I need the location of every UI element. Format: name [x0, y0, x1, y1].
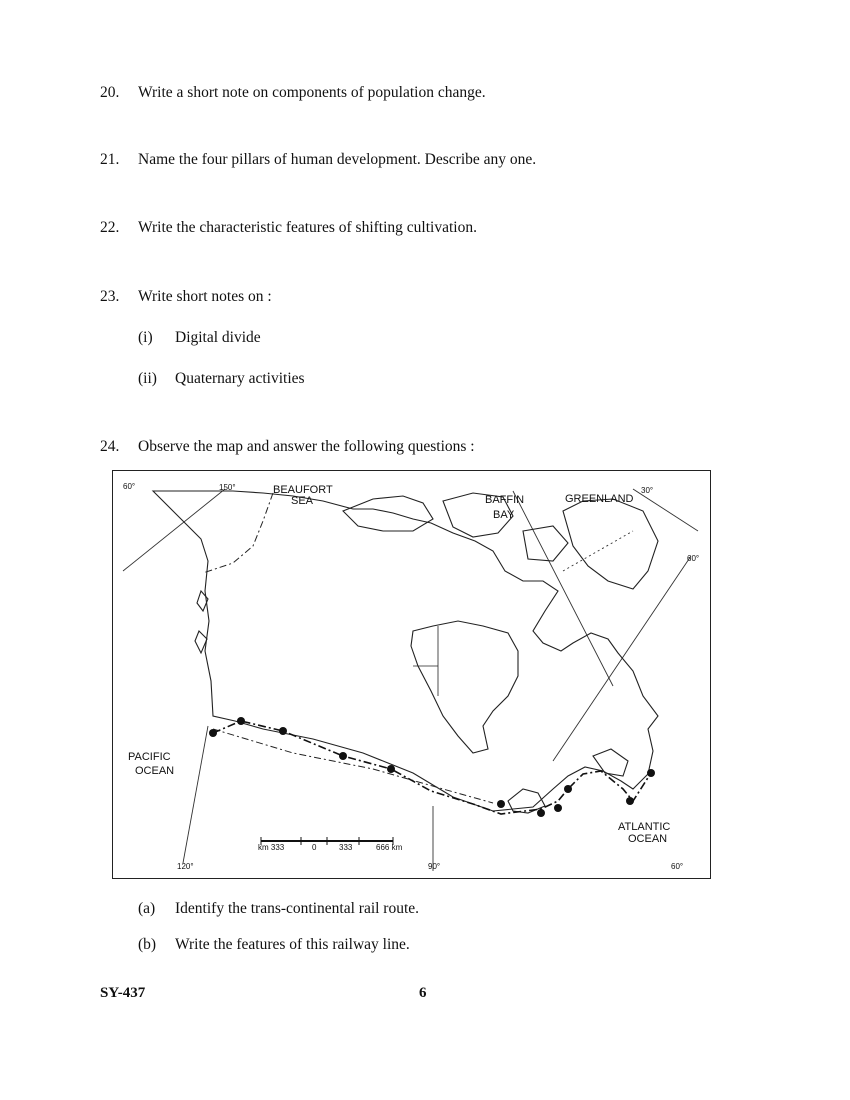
degree-60-bottom-right: 60° [671, 862, 684, 871]
page-number: 6 [419, 985, 427, 1001]
label-baffin: BAFFIN [485, 494, 525, 506]
coastline [153, 491, 658, 813]
scale-label-mid: 333 [339, 843, 353, 852]
part-text: Digital divide [175, 329, 261, 346]
greenland-coast [563, 499, 658, 589]
graticule-ne [633, 489, 698, 531]
meridian-120 [183, 726, 208, 863]
label-pacific: PACIFIC [128, 751, 171, 763]
part-text: Identify the trans-continental rail route. [175, 900, 420, 917]
label-beaufort: BEAUFORT [273, 484, 333, 496]
arctic-islands-1 [343, 496, 433, 531]
station-9 [564, 785, 572, 793]
part-label: (i) [138, 329, 153, 346]
question-text: Write short notes on : [138, 288, 272, 305]
part-label: (ii) [138, 370, 157, 387]
question-text: Write the characteristic features of shifting cultivation. [138, 219, 477, 236]
mainland-outline [153, 491, 658, 811]
label-atlantic: ATLANTIC [618, 821, 671, 833]
part-label: (b) [138, 936, 157, 953]
station-4 [339, 752, 347, 760]
graticule [123, 489, 698, 871]
question-number: 20. [100, 84, 120, 101]
hudson-bay [411, 621, 518, 753]
station-7 [537, 809, 545, 817]
question-number: 21. [100, 151, 120, 168]
question-number: 24. [100, 438, 120, 455]
boundary-lines [203, 493, 493, 803]
station-6 [497, 800, 505, 808]
scale-label-right: 666 km [376, 843, 403, 852]
station-5 [387, 765, 395, 773]
question-number: 23. [100, 288, 120, 305]
station-vancouver [209, 729, 217, 737]
station-2 [237, 717, 245, 725]
scale-label-left: km 333 [258, 843, 285, 852]
degree-30: 30° [641, 486, 654, 495]
part-label: (a) [138, 900, 156, 917]
label-atlantic-ocean: OCEAN [628, 833, 668, 845]
meridian-60-baffin [513, 491, 613, 686]
degree-90: 90° [428, 862, 441, 871]
station-halifax [647, 769, 655, 777]
graticule-greenland [563, 531, 633, 571]
arctic-islands-3 [523, 526, 568, 561]
scale-label-zero: 0 [312, 843, 317, 852]
degree-150: 150° [219, 483, 236, 492]
label-baffin-bay: BAY [493, 509, 515, 521]
alaska-boundary [203, 493, 273, 573]
part-text: Write the features of this railway line. [175, 936, 410, 953]
question-text: Observe the map and answer the following questions : [138, 438, 475, 455]
station-8 [554, 804, 562, 812]
degree-120: 120° [177, 862, 194, 871]
us-border [213, 729, 493, 803]
label-greenland: GREENLAND [565, 493, 634, 505]
station-10 [626, 797, 634, 805]
paper-code: SY-437 [100, 985, 146, 1001]
scale-bar [258, 837, 403, 852]
label-pacific-ocean: OCEAN [135, 765, 175, 777]
degree-60-right: 60° [687, 554, 700, 563]
question-text: Name the four pillars of human development. Describe any one. [138, 151, 537, 168]
part-text: Quaternary activities [175, 370, 305, 387]
meridian-150 [123, 489, 225, 571]
canada-rail-map [112, 470, 711, 879]
map-drawing [113, 471, 712, 880]
question-text: Write a short note on components of population change. [138, 84, 486, 101]
station-3 [279, 727, 287, 735]
question-number: 22. [100, 219, 120, 236]
label-beaufort-sea: SEA [291, 495, 314, 507]
degree-60-top-left: 60° [123, 482, 136, 491]
